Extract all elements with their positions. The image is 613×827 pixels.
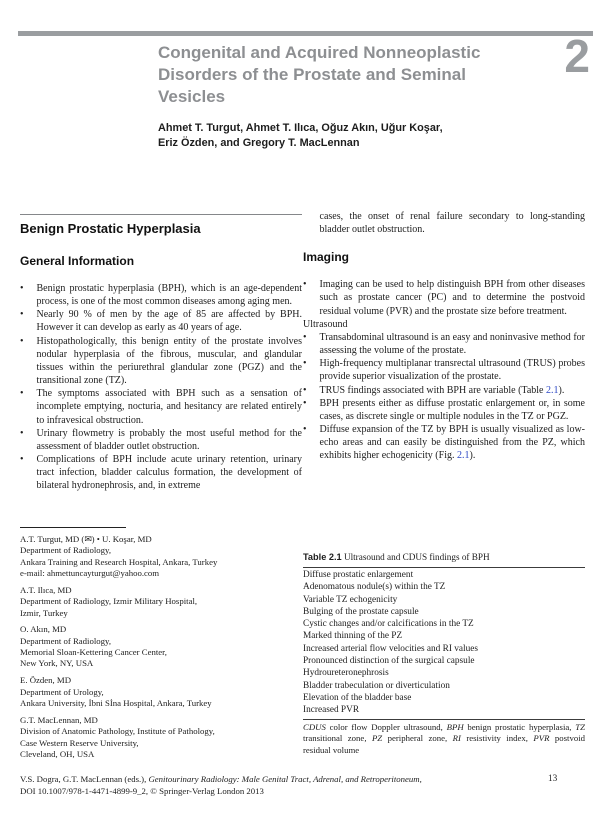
bullet-marker: • xyxy=(303,397,307,409)
text-segment: TRUS findings associated with BPH are variable (Table xyxy=(319,384,546,396)
text-segment: Histopathologically, this benign entity of the prostate involves nodular hyperplasia of the fibrous, muscular, and glandular tissues within the periurethral glandular zone (PGZ) and the transitional zone (TZ). xyxy=(36,335,302,387)
text-segment: ). xyxy=(469,450,476,462)
bullet-text xyxy=(37,282,303,308)
text-segment: The symptoms associated with BPH such as a sensation of incomplete emptying, nocturia, and hesitancy are related entirely to infravesical obstruction. xyxy=(36,388,302,426)
list-item xyxy=(20,335,302,388)
bullet-text xyxy=(320,384,586,397)
page-footer xyxy=(20,774,560,797)
text-segment: Transabdominal ultrasound is an easy and noninvasive method for assessing the volume of the prostate. xyxy=(319,331,585,357)
table-rows xyxy=(303,568,585,719)
bullet-text xyxy=(320,278,586,317)
affiliation-block xyxy=(20,675,302,709)
affiliation-block xyxy=(20,585,302,619)
bullet-marker: • xyxy=(303,358,307,370)
page-number: 13 xyxy=(548,774,558,784)
list-item xyxy=(20,387,302,426)
table-footnote xyxy=(303,722,585,756)
chapter-header-bar xyxy=(18,31,593,36)
table-row: Increased arterial flow velocities and RI values xyxy=(303,643,479,654)
affiliation-block xyxy=(20,534,302,579)
affiliation-line: Department of Radiology, xyxy=(20,545,112,556)
text-segment: cases, the onset of renal failure secondary to long-standing bladder outlet obstruction. xyxy=(319,211,585,236)
list-item xyxy=(303,278,585,317)
affiliation-line: Department of Radiology, xyxy=(20,635,112,646)
section-heading-bph: Benign Prostatic Hyperplasia xyxy=(20,221,201,236)
bullet-text xyxy=(320,210,586,236)
bullet-marker: • xyxy=(303,279,307,291)
affiliation-line: O. Akın, MD xyxy=(20,624,67,635)
list-item xyxy=(20,427,302,453)
italic-text: Genitourinary Radiology: Male Genital Tract, Adrenal, and Retroperitoneum, xyxy=(148,774,422,784)
table-row: Marked thinning of the PZ xyxy=(303,631,403,642)
affiliation-line: Department of Radiology, Izmir Military Hospital, xyxy=(20,596,198,607)
affiliation-line: G.T. MacLennan, MD xyxy=(20,714,98,725)
bullet-text xyxy=(320,423,586,462)
table-row: Pronounced distinction of the surgical capsule xyxy=(303,656,475,667)
list-item xyxy=(303,397,585,423)
table-bottom-rule xyxy=(303,719,585,720)
list-item xyxy=(20,308,302,334)
author-affiliations xyxy=(20,527,302,766)
text-line: Vesicles xyxy=(158,87,226,106)
bph-bullet-list xyxy=(20,282,302,493)
list-item xyxy=(303,357,585,383)
table-row: Variable TZ echogenicity xyxy=(303,594,398,605)
section-divider xyxy=(20,214,302,215)
cross-reference-link[interactable]: 2.1 xyxy=(545,384,559,396)
affiliation-line: Ankara University, İbni Sİna Hospital, Ankara, Turkey xyxy=(20,697,212,708)
affiliation-line: Izmir, Turkey xyxy=(20,607,68,618)
text-segment: benign prostatic hyperplasia, xyxy=(463,722,576,733)
bullet-text xyxy=(320,357,586,383)
right-column xyxy=(303,210,585,463)
affiliation-line: Case Western Reserve University, xyxy=(20,737,139,748)
text-segment: resistivity index, xyxy=(460,733,534,744)
affiliation-line: Cleveland, OH, USA xyxy=(20,748,95,759)
bullet-marker: • xyxy=(20,454,24,466)
table-row: Elevation of the bladder base xyxy=(303,692,412,703)
affiliation-line: A.T. Ilıca, MD xyxy=(20,584,72,595)
italic-text: CDUS xyxy=(303,722,326,733)
text-segment: ). xyxy=(558,384,565,396)
table-caption xyxy=(303,551,585,563)
bullet-text xyxy=(37,387,303,426)
list-item xyxy=(303,210,585,236)
text-segment: High-frequency multiplanar transrectal ultrasound (TRUS) probes provide superior visualization of the prostate. xyxy=(319,358,585,383)
text-segment: peripheral zone, xyxy=(382,733,453,744)
text-segment: Benign prostatic hyperplasia (BPH), which is an age-dependent process, is one of the most common diseases among aging men. xyxy=(36,283,302,308)
text-segment: postvoid residual volume xyxy=(303,733,585,755)
bullet-text xyxy=(37,308,303,334)
bullet-marker: • xyxy=(20,427,24,439)
affiliation-line: Division of Anatomic Pathology, Institute of Pathology, xyxy=(20,726,215,737)
italic-text: PZ xyxy=(371,733,383,744)
table-label: Table 2.1 xyxy=(303,552,342,562)
footnote-divider xyxy=(20,527,126,528)
table-row: Increased PVR xyxy=(303,705,360,716)
text-segment: Imaging can be used to help distinguish BPH from other diseases such as prostate cancer (PC) and to determine the postvoid residual volume (PVR) and the prostate size before treatment. xyxy=(319,279,585,317)
table-row: Bulging of the prostate capsule xyxy=(303,606,419,617)
column-continuation-text xyxy=(303,210,585,236)
italic-text: PVR xyxy=(533,733,550,744)
bullet-marker: • xyxy=(303,331,307,343)
affiliation-line: E. Özden, MD xyxy=(20,675,72,686)
table-row: Diffuse prostatic enlargement xyxy=(303,570,414,580)
chapter-title xyxy=(158,42,480,108)
subsection-heading-general-information: General Information xyxy=(20,254,135,268)
bullet-marker xyxy=(303,210,320,236)
list-item xyxy=(20,453,302,492)
table-row: Adenomatous nodule(s) within the TZ xyxy=(303,582,446,593)
text-segment: Diffuse expansion of the TZ by BPH is usually visualized as low-echo areas and can easily be distinguished from the PZ, which exhibits higher echogenicity (Fig. xyxy=(319,424,585,462)
text-segment: Nearly 90 % of men by the age of 85 are affected by BPH. However it can develop as early as 40 years of age. xyxy=(36,309,302,334)
bullet-marker: • xyxy=(20,283,24,294)
ultrasound-bullet-list xyxy=(303,331,585,463)
list-item xyxy=(303,331,585,357)
bullet-text xyxy=(37,335,303,388)
affiliation-line: Memorial Sloan-Kettering Cancer Center, xyxy=(20,647,167,658)
text-segment: Complications of BPH include acute urinary retention, urinary tract infection, bladder calculus formation, the development of bilateral hydronephrosis, and, in extreme xyxy=(36,454,302,492)
text-segment: Urinary flowmetry is probably the most useful method for the assessment of bladder outlet obstruction. xyxy=(36,427,302,452)
ultrasound-label: Ultrasound xyxy=(303,318,348,330)
bullet-marker: • xyxy=(303,424,307,436)
bullet-marker: • xyxy=(303,384,307,396)
italic-text: BPH xyxy=(446,722,464,733)
text-segment: BPH presents either as diffuse prostatic enlargement or, in some cases, as discrete single or multiple nodules in the TZ or PGZ. xyxy=(319,397,585,422)
text-segment: transitional zone, xyxy=(303,733,372,744)
table-caption-text: Ultrasound and CDUS findings of BPH xyxy=(341,552,490,562)
text-segment: V.S. Dogra, G.T. MacLennan (eds.), xyxy=(20,774,149,784)
list-item xyxy=(20,282,302,308)
bullet-marker: • xyxy=(20,335,24,347)
bullet-text xyxy=(37,427,303,453)
text-line: Disorders of the Prostate and Seminal xyxy=(158,65,466,84)
bullet-text xyxy=(37,453,303,492)
bullet-text xyxy=(320,331,586,357)
bullet-marker: • xyxy=(20,388,24,400)
affiliation-line: Department of Urology, xyxy=(20,686,104,697)
affiliation-line: A.T. Turgut, MD (✉) • U. Koşar, MD xyxy=(20,534,152,544)
left-column xyxy=(20,214,302,493)
table-row: Bladder trabeculation or diverticulation xyxy=(303,680,450,691)
affiliation-line: Ankara Training and Research Hospital, Ankara, Turkey xyxy=(20,556,218,567)
section-heading-imaging: Imaging xyxy=(303,250,350,265)
chapter-number: 2 xyxy=(564,30,590,82)
cross-reference-link[interactable]: 2.1 xyxy=(456,450,470,462)
list-item xyxy=(303,384,585,397)
table-row: Cystic changes and/or calcifications in the TZ xyxy=(303,619,474,630)
text-line: Eriz Özden, and Gregory T. MacLennan xyxy=(158,136,360,149)
affiliation-line: New York, NY, USA xyxy=(20,658,94,669)
affiliation-line: e-mail: ahmettuncayturgut@yahoo.com xyxy=(20,568,160,579)
affiliation-block xyxy=(20,624,302,669)
footer-doi: DOI 10.1007/978-1-4471-4899-9_2, © Springer-Verlag London 2013 xyxy=(20,785,264,796)
italic-text: TZ xyxy=(575,722,585,733)
text-segment: color flow Doppler ultrasound, xyxy=(325,722,447,733)
footer-citation xyxy=(20,774,560,786)
imaging-bullet-list xyxy=(303,278,585,317)
text-line: Ahmet T. Turgut, Ahmet T. Ilıca, Oğuz Akın, Uğur Koşar, xyxy=(158,122,443,134)
affiliation-block xyxy=(20,715,302,760)
text-line: Congenital and Acquired Nonneoplastic xyxy=(158,43,481,62)
list-item xyxy=(303,423,585,462)
affiliation-blocks xyxy=(20,534,302,760)
bullet-marker: • xyxy=(20,309,24,321)
bullet-text xyxy=(320,397,586,423)
table-2-1 xyxy=(303,551,585,756)
chapter-authors xyxy=(158,121,443,150)
table-row: Hydroureteronephrosis xyxy=(303,668,389,679)
italic-text: RI xyxy=(452,733,461,744)
